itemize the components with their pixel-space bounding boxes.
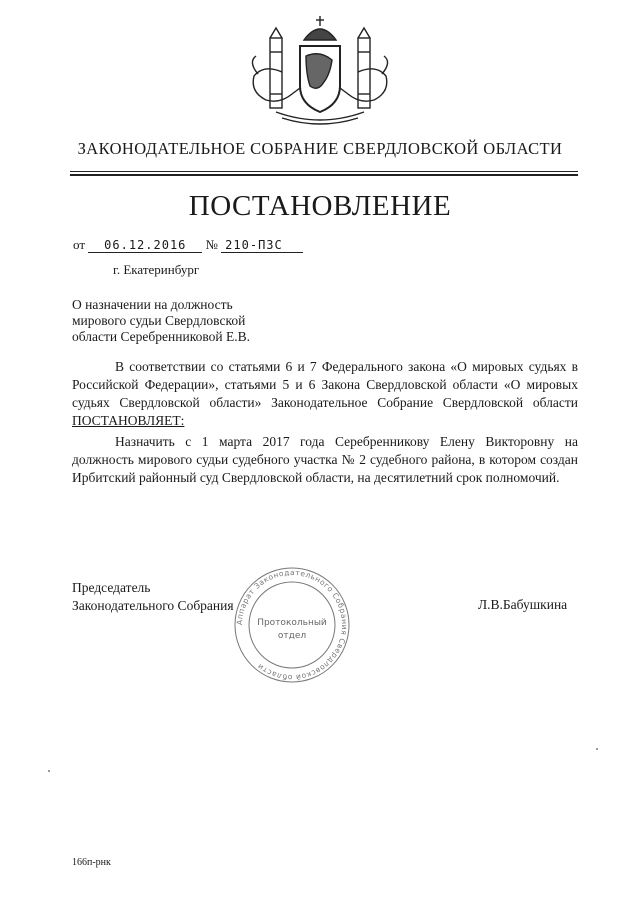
position-line: Законодательного Собрания xyxy=(72,598,234,613)
decision-keyword: ПОСТАНОВЛЯЕТ: xyxy=(72,413,185,428)
stamp-ring-text: Аппарат Законодательного Собрания Свердловской области xyxy=(234,567,350,683)
stamp-inner-text: Протокольный xyxy=(257,618,327,628)
footer-code: 166п-рнк xyxy=(72,857,111,868)
body-paragraph-1 xyxy=(72,358,578,430)
document-subject xyxy=(72,297,372,345)
document-title: ПОСТАНОВЛЕНИЕ xyxy=(188,190,452,222)
paragraph-text: В соответствии со статьями 6 и 7 Федерального закона «О мировых судьях в Российской Федерации», статьями 5 и 6 Закона Свердловской области «О мировых судьях Свердловской области» Законодательное Собрание Свердловской области xyxy=(72,359,578,410)
organization-name: ЗАКОНОДАТЕЛЬНОЕ СОБРАНИЕ СВЕРДЛОВСКОЙ ОБЛАСТИ xyxy=(77,139,563,158)
scan-speck xyxy=(48,770,50,772)
stamp-inner-text: отдел xyxy=(277,631,307,641)
position-line: Председатель xyxy=(72,580,151,595)
document-date: 06.12.2016 xyxy=(88,238,202,253)
scan-speck xyxy=(596,748,598,750)
document-date-number xyxy=(73,237,303,253)
official-stamp xyxy=(230,565,354,685)
subject-line: О назначении на должность xyxy=(72,297,233,312)
subject-line: мирового судьи Свердловской xyxy=(72,313,246,328)
signatory-name: Л.В.Бабушкина xyxy=(478,597,568,612)
header-divider-thick xyxy=(70,174,578,176)
body-paragraph-2: Назначить с 1 марта 2017 года Серебренникову Елену Викторовну на должность мирового судьи судебного участка № 2 судебного района, в котором создан Ирбитский районный суд Свердловской области, на десятилетний срок полномочий. xyxy=(72,434,578,485)
document-number: 210-ПЗС xyxy=(221,238,303,253)
document-city: г. Екатеринбург xyxy=(113,262,200,277)
number-prefix: № xyxy=(205,237,218,252)
header-divider xyxy=(70,171,578,172)
signatory-position xyxy=(72,579,234,615)
date-prefix: от xyxy=(73,237,86,252)
subject-line: области Серебренниковой Е.В. xyxy=(72,329,250,344)
coat-of-arms-icon xyxy=(240,12,400,130)
